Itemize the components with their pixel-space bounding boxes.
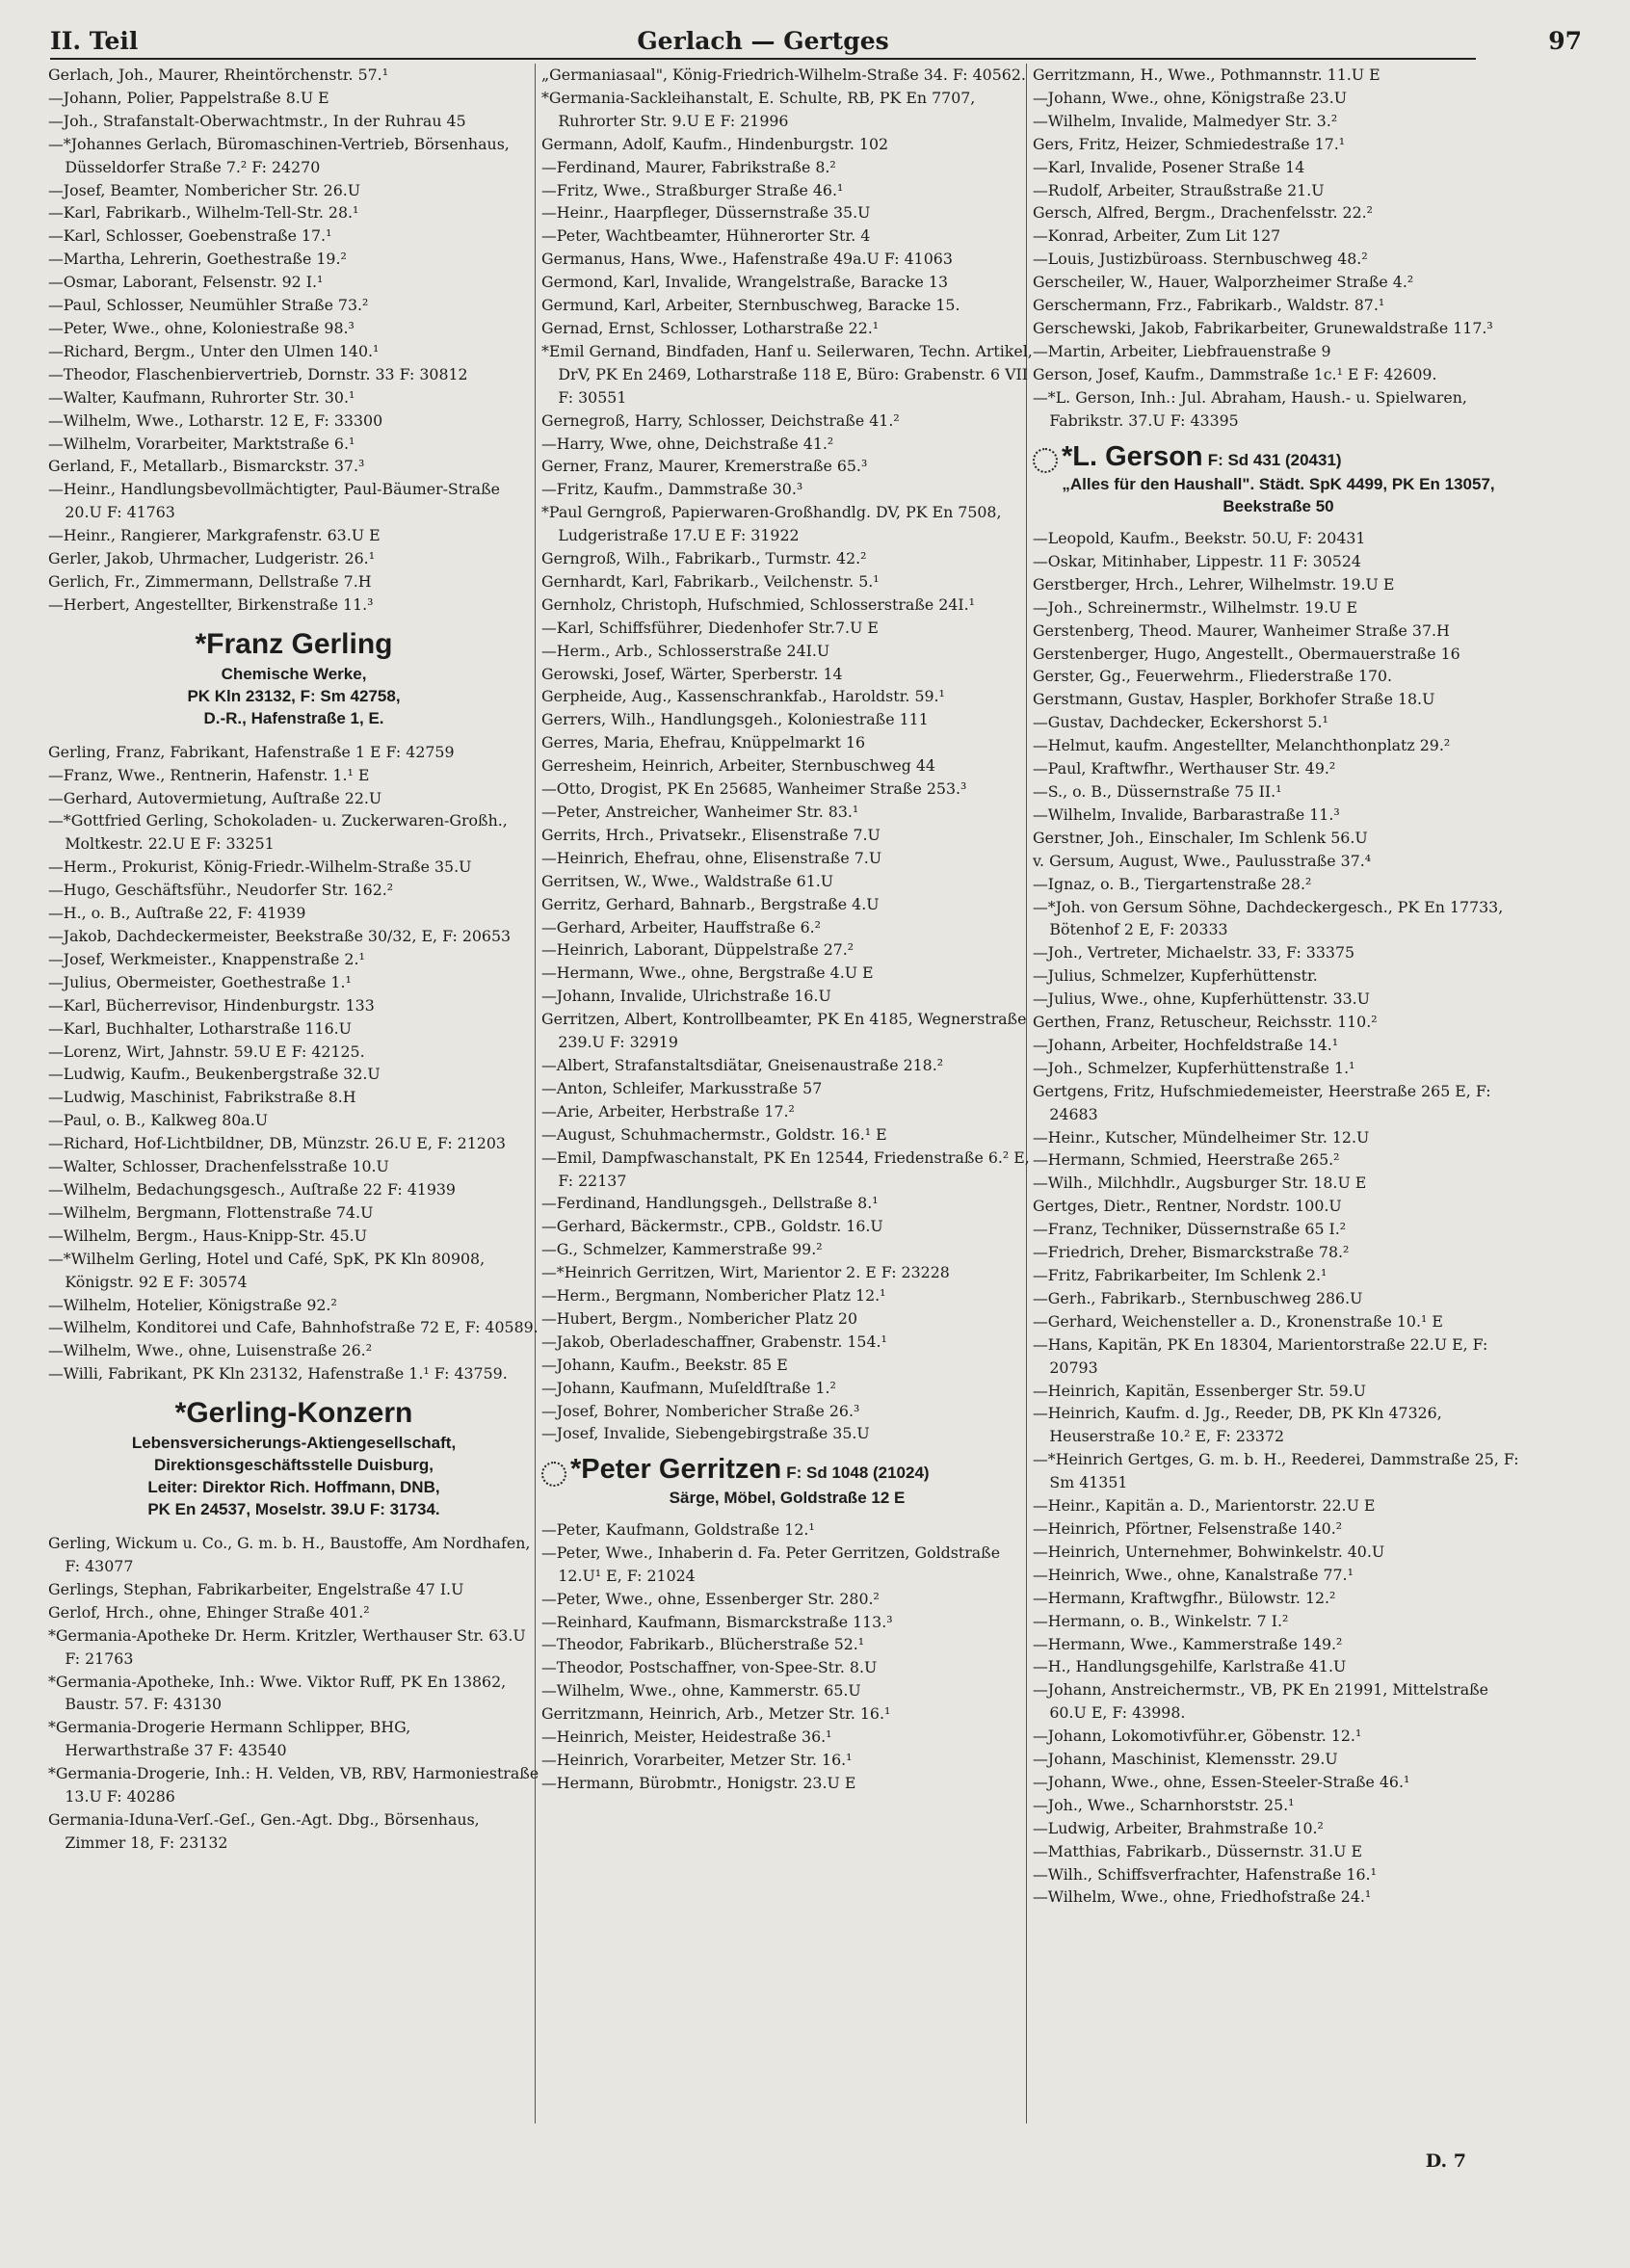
directory-entry: —Hermann, Wwe., ohne, Bergstraße 4.U E	[541, 963, 874, 983]
directory-entry: —Heinr., Handlungsbevollmächtigter, Paul-Bäumer-Straße 20.U F: 41763	[48, 480, 500, 522]
directory-entry: —H., o. B., Auſtraße 22, F: 41939	[48, 904, 306, 923]
directory-entry: —Theodor, Flaschenbiervertrieb, Dornstr. 33 F: 30812	[48, 364, 468, 383]
directory-entry: —Wilhelm, Wwe., ohne, Kammerstr. 65.U	[541, 1681, 861, 1701]
directory-entry: —Hermann, Kraftwgfhr., Bülowstr. 12.²	[1033, 1588, 1336, 1607]
directory-entry: Gerschermann, Frz., Fabrikarb., Waldstr. 87.¹	[1033, 296, 1385, 315]
directory-entry: —Otto, Drogist, PK En 25685, Wanheimer Straße 253.³	[541, 779, 967, 799]
directory-entry: —Lorenz, Wirt, Jahnstr. 59.U E F: 42125.	[48, 1042, 365, 1061]
directory-entry: Gerstmann, Gustav, Haspler, Borkhofer Straße 18.U	[1033, 690, 1435, 709]
page-number: 97	[1548, 27, 1582, 55]
directory-entry: Gerson, Josef, Kaufm., Dammstraße 1c.¹ E F: 42609.	[1033, 364, 1437, 383]
directory-entry: —Helmut, kaufm. Angestellter, Melanchthonplatz 29.²	[1033, 736, 1451, 755]
directory-entry: —Rudolf, Arbeiter, Straußstraße 21.U	[1033, 180, 1325, 199]
directory-entry: —Heinrich, Kapitän, Essenberger Str. 59.U	[1033, 1381, 1366, 1400]
ad-line: PK Kln 23132, F: Sm 42758,	[187, 686, 401, 705]
directory-entry: Gerscheiler, W., Hauer, Walporzheimer Straße 4.²	[1033, 273, 1414, 292]
directory-entry: —Peter, Wwe., ohne, Essenberger Str. 280.²	[541, 1589, 880, 1608]
directory-entry: *Germania-Apotheke, Inh.: Wwe. Viktor Ruff, PK En 13862, Baustr. 57. F: 43130	[48, 1672, 507, 1714]
directory-entry: Gerrits, Hrch., Privatsekr., Elisenstraße 7.U	[541, 825, 881, 844]
directory-entry: —Josef, Werkmeister., Knappenstraße 2.¹	[48, 949, 365, 968]
directory-entry: —*L. Gerson, Inh.: Jul. Abraham, Haush.- u. Spielwaren, Fabrikstr. 37.U F: 43395	[1033, 387, 1467, 430]
directory-entry: —Karl, Schiffsführer, Diedenhofer Str.7.U E	[541, 618, 879, 637]
directory-entry: —Heinr., Kapitän a. D., Marientorstr. 22.U E	[1033, 1496, 1376, 1516]
directory-entry: Gernhardt, Karl, Fabrikarb., Veilchenstr. 5.¹	[541, 571, 880, 591]
directory-entry: —Heinrich, Kaufm. d. Jg., Reeder, DB, PK Kln 47326, Heuserstraße 10.² E, F: 23372	[1033, 1404, 1442, 1446]
directory-entry: —Konrad, Arbeiter, Zum Lit 127	[1033, 226, 1281, 246]
directory-entry: *Emil Gernand, Bindfaden, Hanf u. Seilerwaren, Techn. Artikel, DrV, PK En 2469, Lotharstraße 118 E, Büro: Grabenstr. 6 VII F: 30551	[541, 341, 1033, 407]
directory-entry: —Gerh., Fabrikarb., Sternbuschweg 286.U	[1033, 1288, 1363, 1307]
directory-entry: —Richard, Bergm., Unter den Ulmen 140.¹	[48, 341, 380, 360]
directory-entry: —Emil, Dampfwaschanstalt, PK En 12544, Friedenstraße 6.² E, F: 22137	[541, 1147, 1030, 1190]
directory-entry: *Germania-Drogerie Hermann Schlipper, BHG, Herwarthstraße 37 F: 43540	[48, 1718, 411, 1760]
directory-entry: Gerland, F., Metallarb., Bismarckstr. 37.³	[48, 457, 365, 476]
directory-entry: —Gerhard, Bäckermstr., CPB., Goldstr. 16.U	[541, 1217, 883, 1236]
directory-entry: —Heinr., Rangierer, Markgrafenstr. 63.U E	[48, 526, 381, 545]
entry-list	[541, 64, 1033, 1445]
directory-entry: —Peter, Anstreicher, Wanheimer Str. 83.¹	[541, 803, 859, 821]
directory-entry: —Paul, o. B., Kalkweg 80a.U	[48, 1111, 269, 1130]
directory-entry: —Joh., Schmelzer, Kupferhüttenstraße 1.¹	[1033, 1058, 1355, 1077]
directory-entry: —August, Schuhmachermstr., Goldstr. 16.¹ E	[541, 1124, 887, 1144]
directory-entry: —Heinrich, Unternehmer, Bohwinkelstr. 40.U	[1033, 1542, 1385, 1561]
directory-entry: —Julius, Wwe., ohne, Kupferhüttenstr. 33.U	[1033, 989, 1370, 1009]
directory-entry: *Germania-Sackleihanstalt, E. Schulte, RB, PK En 7707, Ruhrorter Str. 9.U E F: 21996	[541, 88, 976, 130]
directory-entry: „Germaniasaal", König-Friedrich-Wilhelm-Straße 34. F: 40562.	[541, 66, 1026, 84]
directory-entry: —Fritz, Fabrikarbeiter, Im Schlenk 2.¹	[1033, 1266, 1328, 1284]
directory-entry: —Harry, Wwe, ohne, Deichstraße 41.²	[541, 434, 834, 453]
directory-entry: —Joh., Vertreter, Michaelstr. 33, F: 33375	[1033, 943, 1355, 963]
ad-peter-gerritzen	[541, 1454, 1033, 1509]
directory-entry: *Germania-Drogerie, Inh.: H. Velden, VB, RBV, Harmoniestraße 13.U F: 40286	[48, 1764, 539, 1806]
directory-entry: —Johann, Anstreichermstr., VB, PK En 21991, Mittelstraße 60.U E, F: 43998.	[1033, 1680, 1489, 1723]
directory-entry: *Germania-Apotheke Dr. Herm. Kritzler, Werthauser Str. 63.U F: 21763	[48, 1625, 526, 1668]
directory-entry: —Hans, Kapitän, PK En 18304, Marientorstraße 22.U E, F: 20793	[1033, 1334, 1488, 1377]
directory-entry: —Johann, Arbeiter, Hochfeldstraße 14.¹	[1033, 1035, 1339, 1054]
directory-entry: —Fritz, Kaufm., Dammstraße 30.³	[541, 480, 803, 499]
directory-entry: —Gustav, Dachdecker, Eckershorst 5.¹	[1033, 713, 1328, 732]
directory-entry: —Willi, Fabrikant, PK Kln 23132, Hafenstraße 1.¹ F: 43759.	[48, 1364, 508, 1384]
directory-entry: Gernad, Ernst, Schlosser, Lotharstraße 22.¹	[541, 318, 880, 337]
directory-entry: —*Johannes Gerlach, Büromaschinen-Vertrieb, Börsenhaus, Düsseldorfer Straße 7.² F: 24270	[48, 134, 510, 176]
directory-entry: —Peter, Wwe., Inhaberin d. Fa. Peter Gerritzen, Goldstraße 12.U¹ E, F: 21024	[541, 1543, 1001, 1585]
ad-line: D.-R., Hafenstraße 1, E.	[203, 708, 384, 727]
entry-list	[1033, 64, 1524, 433]
directory-entry: —Louis, Justizbüroass. Sternbuschweg 48.²	[1033, 250, 1368, 269]
directory-entry: —Wilhelm, Bedachungsgesch., Auſtraße 22 F: 41939	[48, 1179, 456, 1199]
directory-entry: —Franz, Techniker, Düssernstraße 65 I.²	[1033, 1220, 1347, 1239]
directory-entry: —Ludwig, Maschinist, Fabrikstraße 8.H	[48, 1088, 356, 1107]
directory-entry: —Johann, Lokomotivführ.er, Göbenstr. 12.¹	[1033, 1727, 1362, 1746]
directory-entry: —Heinrich, Pförtner, Felsenstraße 140.²	[1033, 1518, 1343, 1538]
directory-entry: Gerritzmann, Heinrich, Arb., Metzer Str. 16.¹	[541, 1704, 891, 1724]
entry-list	[48, 64, 539, 617]
telephone-mark-icon	[541, 1462, 566, 1487]
directory-entry: —Hubert, Bergm., Nombericher Platz 20	[541, 1308, 858, 1328]
directory-entry: Gerling, Franz, Fabrikant, Hafenstraße 1 E F: 42759	[48, 742, 455, 761]
ad-phone: F: Sd 431 (20431)	[1207, 450, 1342, 469]
directory-entry: Gerlich, Fr., Zimmermann, Dellstraße 7.H	[48, 571, 372, 591]
directory-entry: Gerritsen, W., Wwe., Waldstraße 61.U	[541, 871, 834, 890]
directory-entry: Gers, Fritz, Heizer, Schmiedestraße 17.¹	[1033, 134, 1346, 153]
ad-name: *Gerling-Konzern	[174, 1397, 413, 1430]
directory-entry: Gertgens, Fritz, Hufschmiedemeister, Heerstraße 265 E, F: 24683	[1033, 1081, 1491, 1123]
directory-entry: Gerlach, Joh., Maurer, Rheintörchenstr. 57.¹	[48, 66, 389, 84]
directory-entry: v. Gersum, August, Wwe., Paulusstraße 37.⁴	[1033, 851, 1372, 870]
directory-entry: Gerstenberger, Hugo, Angestellt., Obermauerstraße 16	[1033, 644, 1460, 663]
directory-entry: —Heinrich, Ehefrau, ohne, Elisenstraße 7.U	[541, 848, 882, 867]
directory-entry: —Josef, Beamter, Nombericher Str. 26.U	[48, 180, 361, 199]
directory-entry: Gerler, Jakob, Uhrmacher, Ludgeristr. 26.¹	[48, 549, 376, 568]
directory-entry: Gerritzen, Albert, Kontrollbeamter, PK En 4185, Wegnerstraße 239.U F: 32919	[541, 1010, 1027, 1052]
directory-entry: —Herm., Bergmann, Nombericher Platz 12.¹	[541, 1286, 886, 1305]
directory-entry: —Johann, Wwe., ohne, Königstraße 23.U	[1033, 88, 1348, 107]
directory-entry: —Heinrich, Laborant, Düppelstraße 27.²	[541, 940, 854, 960]
directory-entry: —Reinhard, Kaufmann, Bismarckstraße 113.³	[541, 1612, 893, 1631]
directory-entry: —Karl, Schlosser, Goebenstraße 17.¹	[48, 226, 332, 246]
column-2	[541, 64, 1033, 1795]
directory-entry: —*Wilhelm Gerling, Hotel und Café, SpK, PK Kln 80908, Königstr. 92 E F: 30574	[48, 1249, 486, 1291]
directory-entry: —Wilh., Milchhdlr., Augsburger Str. 18.U E	[1033, 1174, 1367, 1193]
section-label: II. Teil	[50, 27, 139, 55]
directory-entry: Gerling, Wickum u. Co., G. m. b. H., Baustoffe, Am Nordhafen, F: 43077	[48, 1534, 531, 1576]
directory-entry: Gerster, Gg., Feuerwehrm., Fliederstraße 170.	[1033, 667, 1393, 686]
directory-entry: Gerlings, Stephan, Fabrikarbeiter, Engelstraße 47 I.U	[48, 1579, 464, 1598]
directory-entry: Gerlof, Hrch., ohne, Ehinger Straße 401.²	[48, 1602, 370, 1622]
directory-entry: Gerres, Maria, Ehefrau, Knüppelmarkt 16	[541, 733, 866, 752]
directory-entry: —Heinrich, Wwe., ohne, Kanalstraße 77.¹	[1033, 1565, 1354, 1584]
directory-entry: Gerowski, Josef, Wärter, Sperberstr. 14	[541, 664, 843, 683]
directory-entry: —Peter, Wachtbeamter, Hühnerorter Str. 4	[541, 226, 871, 246]
directory-entry: —Paul, Kraftwfhr., Werthauser Str. 49.²	[1033, 759, 1336, 778]
directory-entry: —Karl, Buchhalter, Lotharstraße 116.U	[48, 1018, 352, 1038]
directory-entry: Gerritz, Gerhard, Bahnarb., Bergstraße 4.U	[541, 894, 880, 913]
directory-entry: Gerschewski, Jakob, Fabrikarbeiter, Grunewaldstraße 117.³	[1033, 318, 1493, 337]
directory-entry: —Wilh., Schiffsverfrachter, Hafenstraße 16.¹	[1033, 1864, 1377, 1884]
directory-entry: —Wilhelm, Wwe., ohne, Luisenstraße 26.²	[48, 1341, 373, 1360]
directory-entry: —Johann, Maschinist, Klemensstr. 29.U	[1033, 1750, 1338, 1769]
directory-entry: Gerstenberg, Theod. Maurer, Wanheimer Straße 37.H	[1033, 620, 1450, 640]
directory-entry: Germann, Adolf, Kaufm., Hindenburgstr. 102	[541, 134, 889, 153]
ad-line: Direktionsgeschäftsstelle Duisburg,	[153, 1456, 434, 1475]
ad-line: PK En 24537, Moselstr. 39.U F: 31734.	[147, 1500, 440, 1519]
directory-entry: Gersch, Alfred, Bergm., Drachenfelsstr. 22.²	[1033, 203, 1374, 223]
directory-entry: —Walter, Schlosser, Drachenfelsstraße 10.U	[48, 1157, 389, 1176]
directory-entry: —Joh., Schreinermstr., Wilhelmstr. 19.U E	[1033, 597, 1357, 617]
directory-entry: —Hermann, o. B., Winkelstr. 7 I.²	[1033, 1611, 1289, 1630]
directory-entry: Germond, Karl, Invalide, Wrangelstraße, Baracke 13	[541, 273, 949, 292]
ad-line: Chemische Werke,	[221, 664, 367, 683]
directory-entry: —Peter, Wwe., ohne, Koloniestraße 98.³	[48, 318, 355, 337]
directory-entry: —Franz, Wwe., Rentnerin, Hafenstr. 1.¹ E	[48, 765, 370, 784]
directory-entry: —Ferdinand, Maurer, Fabrikstraße 8.²	[541, 157, 836, 176]
directory-entry: —Martha, Lehrerin, Goethestraße 19.²	[48, 250, 347, 269]
directory-entry: —Osmar, Laborant, Felsenstr. 92 I.¹	[48, 273, 324, 292]
directory-entry: Gerritzmann, H., Wwe., Pothmannstr. 11.U E	[1033, 66, 1380, 84]
column-3	[1033, 64, 1524, 1909]
directory-entry: —Friedrich, Dreher, Bismarckstraße 78.²	[1033, 1243, 1350, 1262]
directory-entry: —Wilhelm, Hotelier, Königstraße 92.²	[48, 1295, 337, 1314]
directory-entry: —Theodor, Postschaffner, von-Spee-Str. 8.U	[541, 1658, 878, 1677]
directory-entry: —Wilhelm, Invalide, Malmedyer Str. 3.²	[1033, 111, 1338, 130]
directory-entry: Gerngroß, Wilh., Fabrikarb., Turmstr. 42.²	[541, 549, 867, 568]
directory-entry: —Johann, Invalide, Ulrichstraße 16.U	[541, 987, 831, 1006]
directory-entry: Germania-Iduna-Verſ.-Geſ., Gen.-Agt. Dbg., Börsenhaus, Zimmer 18, F: 23132	[48, 1810, 480, 1852]
directory-entry: —Hermann, Bürobmtr., Honigstr. 23.U E	[541, 1773, 856, 1792]
directory-entry: —Johann, Wwe., ohne, Essen-Steeler-Straße 46.¹	[1033, 1772, 1410, 1791]
ad-name: *Franz Gerling	[195, 627, 393, 660]
directory-entry: —Joh., Wwe., Scharnhorststr. 25.¹	[1033, 1795, 1295, 1814]
directory-entry: Gerpheide, Aug., Kassenschrankfab., Haroldstr. 59.¹	[541, 687, 945, 706]
directory-entry: —Wilhelm, Wwe., ohne, Friedhofstraße 24.¹	[1033, 1887, 1372, 1907]
directory-entry: —Wilhelm, Wwe., Lotharstr. 12 E, F: 33300	[48, 410, 383, 430]
ad-gerling-konzern	[48, 1395, 539, 1520]
directory-entry: —Gerhard, Autovermietung, Auſtraße 22.U	[48, 788, 382, 807]
directory-entry: —Heinrich, Vorarbeiter, Metzer Str. 16.¹	[541, 1750, 853, 1769]
ad-name: *L. Gerson	[1062, 440, 1203, 472]
directory-entry: —Karl, Fabrikarb., Wilhelm-Tell-Str. 28.¹	[48, 203, 359, 223]
directory-entry: —Ludwig, Kaufm., Beukenbergstraße 32.U	[48, 1065, 381, 1084]
directory-entry: —Heinr., Haarpfleger, Düssernstraße 35.U	[541, 203, 871, 223]
directory-entry: Gernholz, Christoph, Hufschmied, Schlosserstraße 24I.¹	[541, 594, 975, 614]
directory-entry: —Wilhelm, Bergmann, Flottenstraße 74.U	[48, 1202, 374, 1222]
entry-list	[1033, 527, 1524, 1909]
directory-entry: —Gerhard, Arbeiter, Hauffstraße 6.²	[541, 917, 821, 936]
directory-entry: —Heinr., Kutscher, Mündelheimer Str. 12.U	[1033, 1127, 1370, 1147]
ad-line: Leiter: Direktor Rich. Hoffmann, DNB,	[147, 1478, 440, 1497]
directory-entry: Gertges, Dietr., Rentner, Nordstr. 100.U	[1033, 1197, 1342, 1216]
directory-entry: —Jakob, Dachdeckermeister, Beekstraße 30/32, E, F: 20653	[48, 927, 512, 945]
directory-entry: —*Joh. von Gersum Söhne, Dachdeckergesch., PK En 17733, Bötenhof 2 E, F: 20333	[1033, 897, 1504, 939]
directory-entry: —*Heinrich Gertges, G. m. b. H., Reederei, Dammstraße 25, F: Sm 41351	[1033, 1450, 1519, 1492]
directory-entry: Gerstberger, Hrch., Lehrer, Wilhelmstr. 19.U E	[1033, 574, 1395, 593]
directory-entry: —Ferdinand, Handlungsgeh., Dellstraße 8.¹	[541, 1194, 879, 1213]
ad-franz-gerling	[48, 626, 539, 729]
directory-entry: —Wilhelm, Invalide, Barbarastraße 11.³	[1033, 804, 1340, 824]
directory-entry: —Walter, Kaufmann, Ruhrorter Str. 30.¹	[48, 387, 355, 407]
ad-l-gerson	[1033, 440, 1524, 518]
name-range: Gerlach — Gertges	[637, 27, 889, 55]
directory-entry: Gerrers, Wilh., Handlungsgeh., Koloniestraße 111	[541, 710, 929, 729]
directory-entry: —Oskar, Mitinhaber, Lippestr. 11 F: 30524	[1033, 551, 1361, 570]
telephone-mark-icon	[1033, 448, 1058, 473]
directory-entry: —Gerhard, Weichensteller a. D., Kronenstraße 10.¹ E	[1033, 1311, 1443, 1331]
directory-entry: —Paul, Schlosser, Neumühler Straße 73.²	[48, 296, 369, 315]
directory-entry: —*Heinrich Gerritzen, Wirt, Marientor 2. E F: 23228	[541, 1263, 950, 1282]
directory-entry: —Fritz, Wwe., Straßburger Straße 46.¹	[541, 180, 844, 199]
directory-entry: —Karl, Bücherrevisor, Hindenburgstr. 133	[48, 995, 375, 1015]
directory-entry: —Johann, Polier, Pappelstraße 8.U E	[48, 88, 329, 107]
ad-line: Särge, Möbel, Goldstraße 12 E	[669, 1488, 906, 1507]
directory-entry: Gernegroß, Harry, Schlosser, Deichstraße 41.²	[541, 410, 900, 430]
directory-entry: —Leopold, Kaufm., Beekstr. 50.U, F: 20431	[1033, 529, 1366, 547]
directory-entry: —Martin, Arbeiter, Liebfrauenstraße 9	[1033, 341, 1331, 360]
directory-entry: —Richard, Hof-Lichtbildner, DB, Münzstr. 26.U E, F: 21203	[48, 1134, 506, 1153]
directory-entry: —G., Schmelzer, Kammerstraße 99.²	[541, 1240, 823, 1259]
directory-entry: —Hermann, Wwe., Kammerstraße 149.²	[1033, 1634, 1343, 1653]
directory-entry: Germund, Karl, Arbeiter, Sternbuschweg, Baracke 15.	[541, 296, 960, 315]
directory-entry: —Heinrich, Meister, Heidestraße 36.¹	[541, 1727, 832, 1747]
directory-entry: —Josef, Bohrer, Nombericher Straße 26.³	[541, 1401, 860, 1420]
directory-entry: —Josef, Invalide, Siebengebirgstraße 35.U	[541, 1424, 870, 1443]
page-header	[50, 23, 1582, 60]
directory-entry: —Wilhelm, Konditorei und Cafe, Bahnhofstraße 72 E, F: 40589.	[48, 1318, 539, 1337]
directory-entry: —Karl, Invalide, Posener Straße 14	[1033, 157, 1305, 176]
directory-entry: Gerner, Franz, Maurer, Kremerstraße 65.³	[541, 457, 868, 476]
directory-entry: —Ignaz, o. B., Tiergartenstraße 28.²	[1033, 874, 1312, 893]
ad-line: Lebensversicherungs-Aktiengesellschaft,	[131, 1434, 457, 1453]
column-1	[48, 64, 539, 1855]
directory-entry: —Herm., Prokurist, König-Friedr.-Wilhelm-Straße 35.U	[48, 857, 472, 877]
directory-entry: —H., Handlungsgehilfe, Karlstraße 41.U	[1033, 1657, 1347, 1676]
directory-entry: —Jakob, Oberladeschaffner, Grabenstr. 154.¹	[541, 1332, 887, 1351]
signature-mark: D. 7	[1425, 2150, 1466, 2172]
directory-entry: —Johann, Kaufmann, Muſeldſtraße 1.²	[541, 1378, 836, 1397]
directory-entry: —Herm., Arb., Schlosserstraße 24I.U	[541, 641, 830, 660]
directory-entry: Gerstner, Joh., Einschaler, Im Schlenk 56.U	[1033, 828, 1368, 847]
directory-entry: —Matthias, Fabrikarb., Düssernstr. 31.U E	[1033, 1841, 1363, 1860]
ad-phone: F: Sd 1048 (21024)	[786, 1464, 930, 1483]
directory-entry: —Herbert, Angestellter, Birkenstraße 11.³	[48, 594, 374, 614]
directory-entry: Germanus, Hans, Wwe., Hafenstraße 49a.U F: 41063	[541, 250, 953, 269]
ad-name: *Peter Gerritzen	[570, 1454, 782, 1486]
directory-entry: —Ludwig, Arbeiter, Brahmstraße 10.²	[1033, 1818, 1324, 1837]
directory-entry: —Hermann, Schmied, Heerstraße 265.²	[1033, 1150, 1340, 1170]
directory-entry: *Paul Gerngroß, Papierwaren-Großhandlg. DV, PK En 7508, Ludgeristraße 17.U E F: 31922	[541, 503, 1002, 545]
directory-entry: —Theodor, Fabrikarb., Blücherstraße 52.¹	[541, 1635, 865, 1654]
directory-entry: Gerthen, Franz, Retuscheur, Reichsstr. 110.²	[1033, 1013, 1378, 1032]
entry-list	[48, 741, 539, 1385]
directory-entry: —Albert, Strafanstaltsdiätar, Gneisenaustraße 218.²	[541, 1055, 944, 1074]
directory-entry: —Anton, Schleifer, Markusstraße 57	[541, 1078, 823, 1097]
entry-list	[48, 1532, 539, 1855]
directory-entry: —Peter, Kaufmann, Goldstraße 12.¹	[541, 1519, 815, 1539]
directory-entry: —Joh., Strafanstalt-Oberwachtmstr., In der Ruhrau 45	[48, 111, 466, 130]
directory-entry: —*Gottfried Gerling, Schokoladen- u. Zuckerwaren-Großh., Moltkestr. 22.U E F: 33251	[48, 811, 508, 854]
directory-entry: —Julius, Schmelzer, Kupferhüttenstr.	[1033, 966, 1318, 986]
directory-entry: —S., o. B., Düssernstraße 75 II.¹	[1033, 781, 1282, 801]
directory-entry: —Hugo, Geschäftsführ., Neudorfer Str. 162.²	[48, 881, 394, 900]
directory-entry: —Wilhelm, Bergm., Haus-Knipp-Str. 45.U	[48, 1226, 367, 1245]
directory-entry: —Arie, Arbeiter, Herbstraße 17.²	[541, 1101, 795, 1121]
directory-entry: —Wilhelm, Vorarbeiter, Marktstraße 6.¹	[48, 434, 355, 453]
directory-entry: Gerresheim, Heinrich, Arbeiter, Sternbuschweg 44	[541, 756, 935, 776]
entry-list	[541, 1518, 1033, 1795]
directory-entry: —Julius, Obermeister, Goethestraße 1.¹	[48, 972, 352, 991]
ad-line: „Alles für den Haushall". Städt. SpK 4499, PK En 13057, Beekstraße 50	[1062, 475, 1495, 515]
directory-entry: —Johann, Kaufm., Beekstr. 85 E	[541, 1355, 788, 1374]
